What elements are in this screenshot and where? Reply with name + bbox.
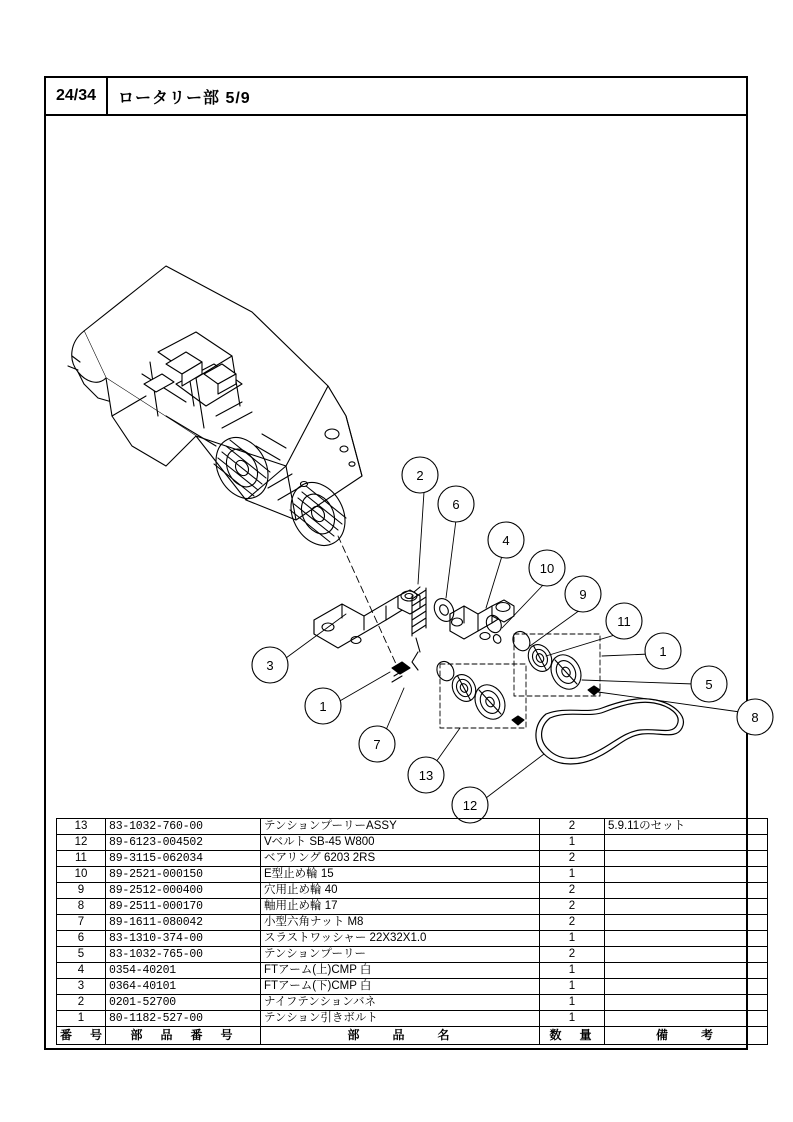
cell-remark	[605, 867, 768, 883]
balloon-label: 3	[266, 658, 274, 673]
balloon-label: 2	[416, 468, 424, 483]
cell-no: 7	[57, 915, 106, 931]
cell-no: 8	[57, 899, 106, 915]
cell-no: 3	[57, 979, 106, 995]
table-row	[57, 883, 768, 899]
page-header	[46, 78, 746, 116]
cell-part-name: E型止め輪 15	[261, 867, 540, 883]
cell-part-name: ベアリング 6203 2RS	[261, 851, 540, 867]
table-row	[57, 819, 768, 835]
right-pulley-assembly-group	[510, 629, 600, 696]
balloon-13-left	[408, 757, 444, 793]
cell-qty: 1	[540, 995, 605, 1011]
upper-arm-part	[450, 600, 514, 640]
cell-remark	[605, 931, 768, 947]
cell-remark	[605, 1011, 768, 1027]
cell-part-number: 83-1032-765-00	[106, 947, 261, 963]
balloon-10	[529, 550, 565, 586]
header-remark: 備 考	[605, 1027, 768, 1045]
balloon-label: 12	[462, 798, 478, 813]
cell-part-number: 83-1032-760-00	[106, 819, 261, 835]
cell-remark	[605, 947, 768, 963]
exploded-assembly-drawing	[46, 116, 759, 816]
table-row	[57, 979, 768, 995]
cell-remark	[605, 883, 768, 899]
balloon-label: 1	[319, 699, 327, 714]
header-qty: 数 量	[540, 1027, 605, 1045]
cell-part-number: 0354-40201	[106, 963, 261, 979]
cell-remark	[605, 851, 768, 867]
cell-part-number: 0201-52700	[106, 995, 261, 1011]
v-belt-part	[536, 699, 683, 764]
tension-bolt-part	[392, 662, 410, 682]
balloon-label: 11	[617, 614, 631, 629]
cell-qty: 1	[540, 963, 605, 979]
parts-list	[56, 818, 736, 1045]
cell-no: 6	[57, 931, 106, 947]
cell-part-number: 89-1611-080042	[106, 915, 261, 931]
cell-no: 5	[57, 947, 106, 963]
cell-part-number: 0364-40101	[106, 979, 261, 995]
cell-part-name: テンションプーリーASSY	[261, 819, 540, 835]
cell-remark	[605, 915, 768, 931]
cell-remark	[605, 995, 768, 1011]
balloon-label: 8	[751, 710, 759, 725]
cell-qty: 1	[540, 867, 605, 883]
cell-no: 4	[57, 963, 106, 979]
cell-qty: 2	[540, 819, 605, 835]
header-no: 番 号	[57, 1027, 106, 1045]
cell-qty: 1	[540, 979, 605, 995]
parts-table	[56, 818, 768, 1045]
cell-remark	[605, 899, 768, 915]
cell-no: 10	[57, 867, 106, 883]
page-number: 24/34	[46, 78, 108, 114]
balloon-13-right	[645, 633, 681, 669]
cell-qty: 2	[540, 883, 605, 899]
balloon-11	[606, 603, 642, 639]
balloon-label: 6	[452, 497, 460, 512]
cell-part-number: 89-2511-000170	[106, 899, 261, 915]
cell-part-name: ナイフテンションバネ	[261, 995, 540, 1011]
balloon-1	[305, 688, 341, 724]
cell-qty: 2	[540, 899, 605, 915]
cell-part-name: テンションプーリー	[261, 947, 540, 963]
cell-part-name: 穴用止め輪 40	[261, 883, 540, 899]
cell-part-name: 軸用止め輪 17	[261, 899, 540, 915]
cell-remark	[605, 979, 768, 995]
balloon-4	[488, 522, 524, 558]
table-row	[57, 947, 768, 963]
table-row	[57, 867, 768, 883]
balloon-2	[402, 457, 438, 493]
balloon-label: 9	[579, 587, 587, 602]
header-part-name: 部 品 名	[261, 1027, 540, 1045]
cell-qty: 2	[540, 947, 605, 963]
cell-part-name: テンション引きボルト	[261, 1011, 540, 1027]
cell-part-name: スラストワッシャー 22X32X1.0	[261, 931, 540, 947]
balloon-label: 4	[502, 533, 510, 548]
table-row	[57, 899, 768, 915]
header-part-number: 部 品 番 号	[106, 1027, 261, 1045]
balloon-label: 5	[705, 677, 713, 692]
cell-part-number: 89-2512-000400	[106, 883, 261, 899]
balloon-label: 7	[373, 737, 381, 752]
table-row	[57, 931, 768, 947]
left-pulley-assembly-group	[434, 659, 526, 728]
parts-catalog-page	[44, 76, 759, 1050]
cell-qty: 1	[540, 931, 605, 947]
machine-body-illustration	[68, 266, 362, 555]
balloon-3	[252, 647, 288, 683]
table-row	[57, 963, 768, 979]
cell-no: 13	[57, 819, 106, 835]
lower-arm-part	[314, 590, 420, 648]
cell-qty: 2	[540, 851, 605, 867]
cell-part-number: 83-1310-374-00	[106, 931, 261, 947]
balloon-5	[691, 666, 727, 702]
cell-remark: 5.9.11のセット	[605, 819, 768, 835]
cell-no: 1	[57, 1011, 106, 1027]
table-row	[57, 851, 768, 867]
table-row	[57, 995, 768, 1011]
cell-part-name: Vベルト SB-45 W800	[261, 835, 540, 851]
cell-qty: 1	[540, 1011, 605, 1027]
balloon-label: 10	[539, 561, 555, 576]
cell-part-name: FTアーム(上)CMP 白	[261, 963, 540, 979]
cell-part-number: 80-1182-527-00	[106, 1011, 261, 1027]
cell-remark	[605, 835, 768, 851]
balloon-label: 1	[659, 644, 667, 659]
cell-qty: 1	[540, 835, 605, 851]
balloon-9	[565, 576, 601, 612]
balloon-7	[359, 726, 395, 762]
page-title: ロータリー部 5/9	[118, 89, 251, 107]
cell-part-number: 89-2521-000150	[106, 867, 261, 883]
cell-qty: 2	[540, 915, 605, 931]
cell-part-name: 小型六角ナット M8	[261, 915, 540, 931]
table-header-row	[57, 1027, 768, 1045]
cell-part-number: 89-6123-004502	[106, 835, 261, 851]
cell-no: 9	[57, 883, 106, 899]
table-row	[57, 835, 768, 851]
cell-no: 11	[57, 851, 106, 867]
balloon-label: 13	[418, 768, 434, 783]
cell-part-name: FTアーム(下)CMP 白	[261, 979, 540, 995]
table-row	[57, 915, 768, 931]
cell-no: 12	[57, 835, 106, 851]
balloon-6	[438, 486, 474, 522]
table-row	[57, 1011, 768, 1027]
balloon-8	[737, 699, 773, 735]
cell-no: 2	[57, 995, 106, 1011]
cell-remark	[605, 963, 768, 979]
cell-part-number: 89-3115-062034	[106, 851, 261, 867]
